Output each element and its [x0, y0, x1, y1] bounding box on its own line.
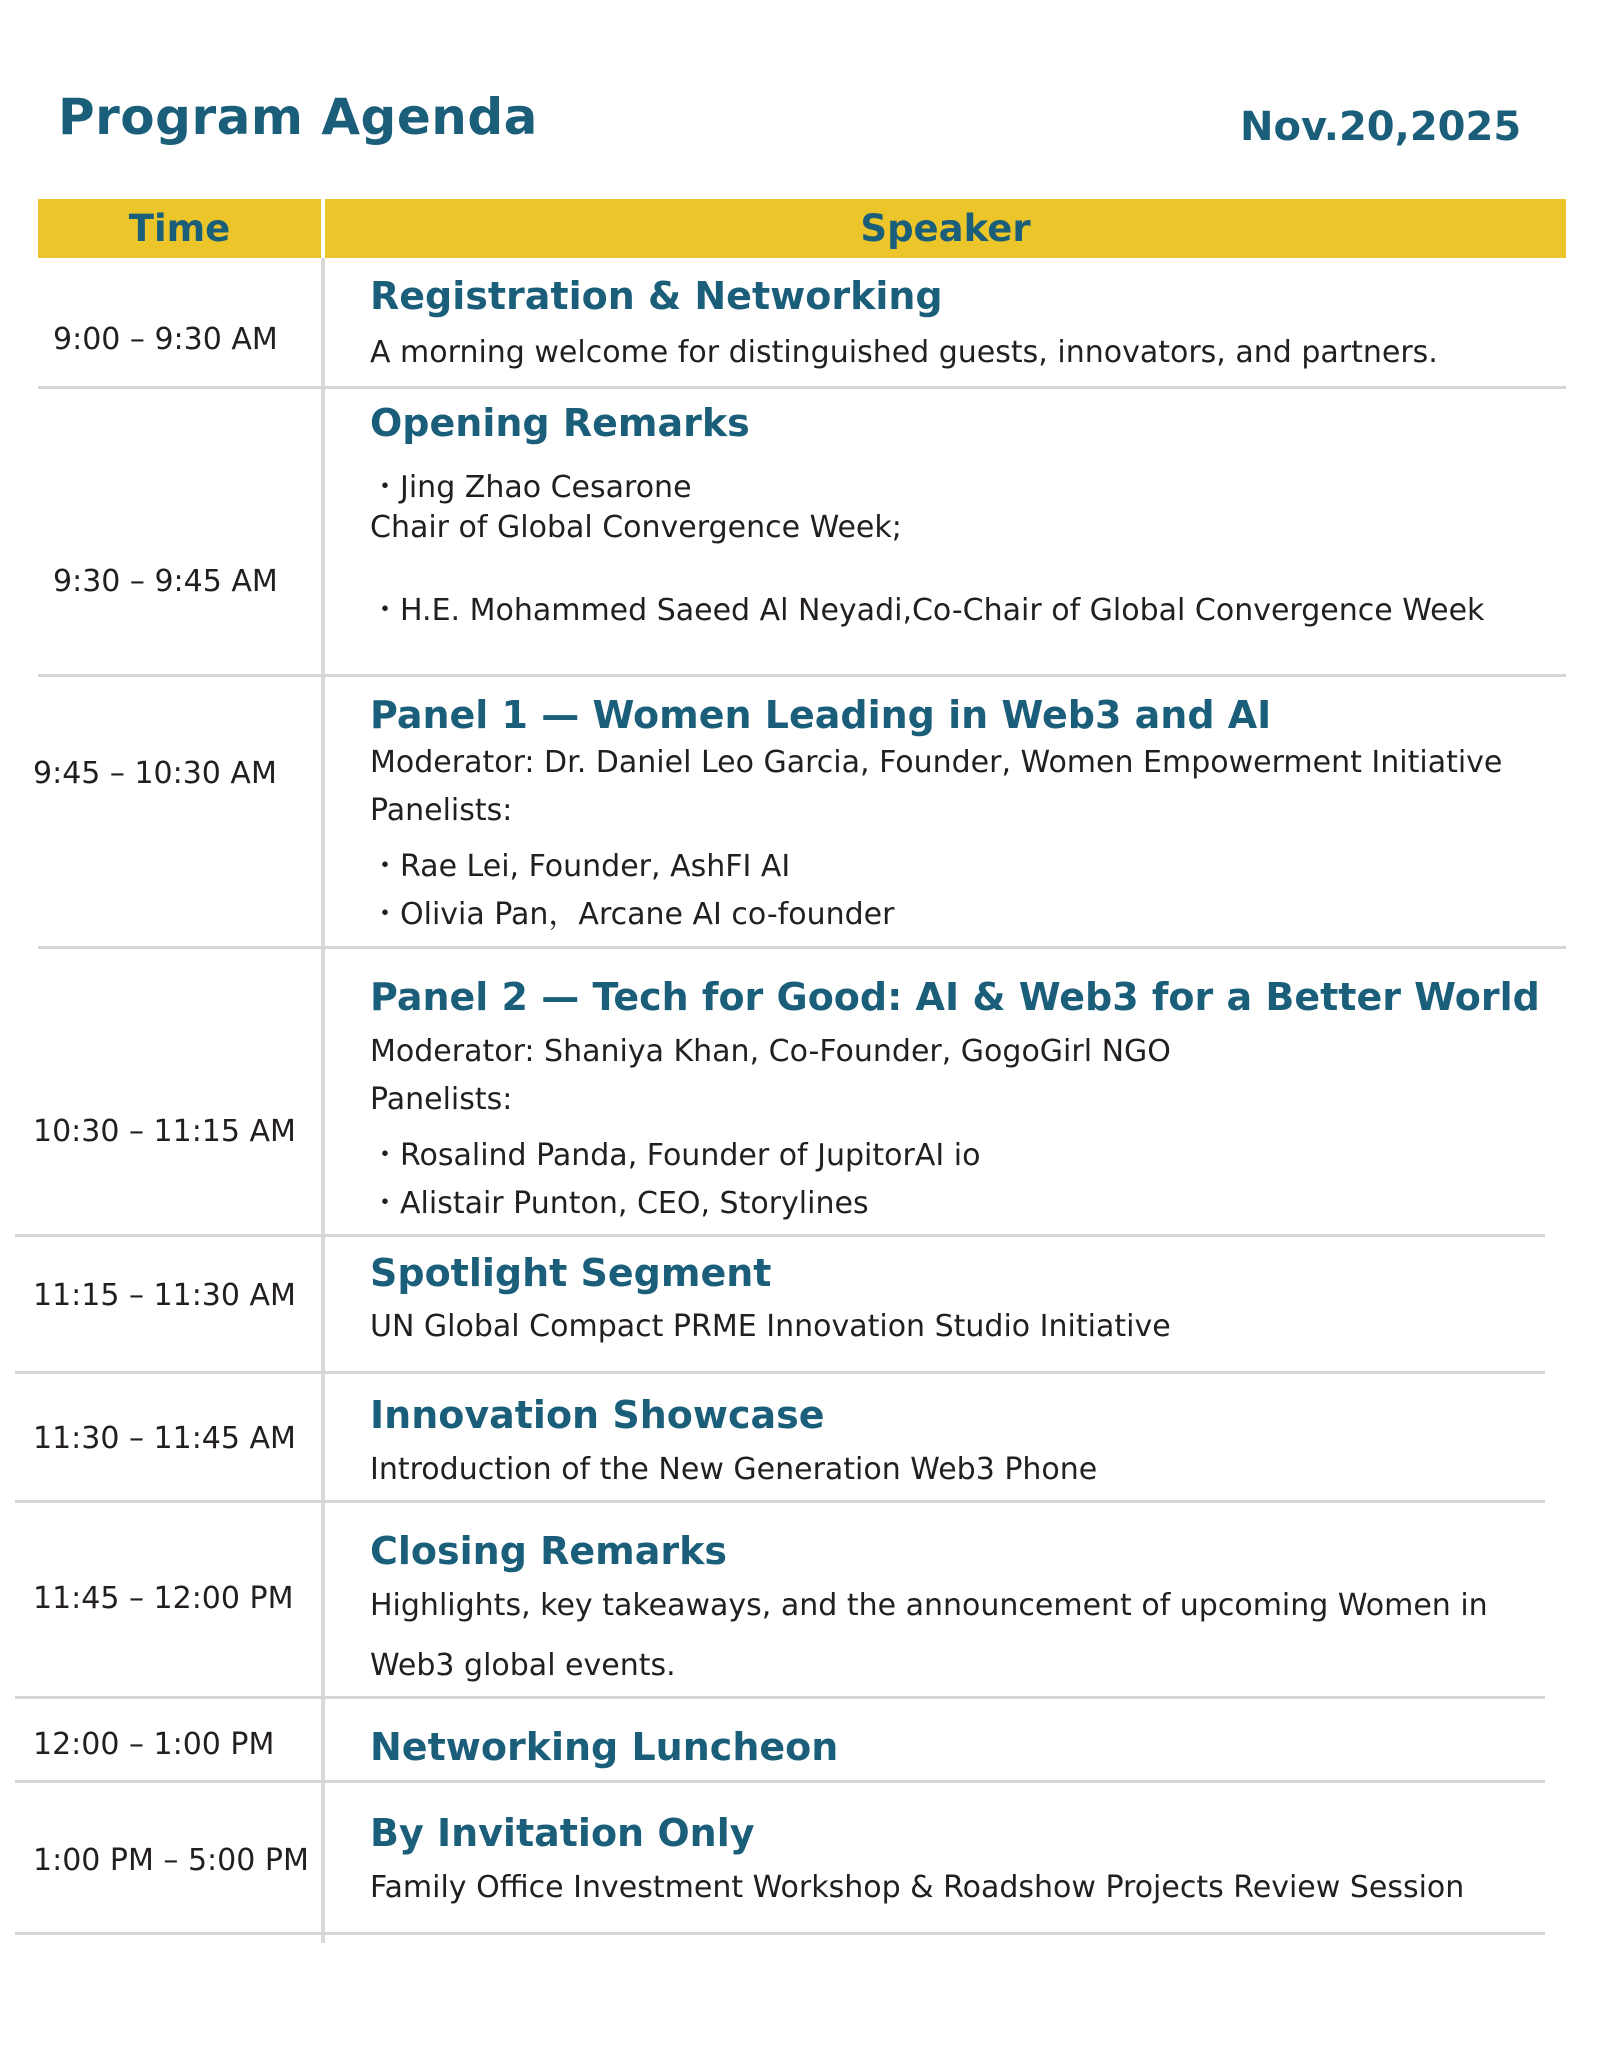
session-title: Panel 2 — Tech for Good: AI & Web3 for a Better World	[370, 975, 1540, 1019]
speaker-line: Moderator: Dr. Daniel Leo Garcia, Founder, Women Empowerment Initiative	[370, 745, 1503, 780]
speaker-line: Panelists:	[370, 793, 513, 828]
speaker-line: ・Olivia Pan，Arcane AI co-founder	[370, 897, 895, 932]
session-description: Web3 global events.	[370, 1648, 676, 1683]
session-title: Opening Remarks	[370, 401, 750, 445]
agenda-date: Nov.20,2025	[1240, 104, 1522, 150]
session-description: A morning welcome for distinguished guests, innovators, and partners.	[370, 335, 1438, 370]
speaker-line: ・H.E. Mohammed Saeed Al Neyadi,Co-Chair of Global Convergence Week	[370, 593, 1485, 628]
row-divider	[15, 1696, 1545, 1699]
column-header-time: Time	[38, 199, 321, 258]
session-description: Introduction of the New Generation Web3 Phone	[370, 1452, 1098, 1487]
speaker-line: ・Rosalind Panda, Founder of JupitorAI io	[370, 1138, 981, 1173]
session-title: By Invitation Only	[370, 1811, 755, 1855]
speaker-line: Chair of Global Convergence Week;	[370, 510, 902, 545]
session-description: UN Global Compact PRME Innovation Studio Initiative	[370, 1309, 1171, 1344]
row-divider	[38, 386, 1566, 389]
session-time: 9:30 – 9:45 AM	[53, 564, 278, 599]
session-description: Highlights, key takeaways, and the announcement of upcoming Women in	[370, 1588, 1488, 1623]
session-time: 10:30 – 11:15 AM	[33, 1114, 296, 1149]
session-time: 12:00 – 1:00 PM	[33, 1727, 275, 1762]
speaker-line: ・Jing Zhao Cesarone	[370, 470, 692, 505]
session-description: Family Office Investment Workshop & Roadshow Projects Review Session	[370, 1870, 1465, 1905]
session-time: 11:45 – 12:00 PM	[33, 1581, 294, 1616]
session-time: 11:30 – 11:45 AM	[33, 1421, 296, 1456]
row-divider	[15, 1500, 1545, 1503]
row-divider	[15, 1932, 1545, 1935]
session-title: Registration & Networking	[370, 274, 943, 318]
page-title: Program Agenda	[58, 88, 538, 146]
session-time: 11:15 – 11:30 AM	[33, 1278, 296, 1313]
session-title: Closing Remarks	[370, 1529, 728, 1573]
session-title: Panel 1 — Women Leading in Web3 and AI	[370, 693, 1272, 737]
session-title: Innovation Showcase	[370, 1393, 825, 1437]
speaker-line: Panelists:	[370, 1082, 513, 1117]
row-divider	[15, 1371, 1545, 1374]
row-divider	[38, 946, 1566, 949]
speaker-line: ・Alistair Punton, CEO, Storylines	[370, 1186, 869, 1221]
column-header-speaker: Speaker	[325, 199, 1566, 258]
session-time: 1:00 PM – 5:00 PM	[33, 1843, 309, 1878]
row-divider	[38, 674, 1566, 677]
session-title: Networking Luncheon	[370, 1725, 839, 1769]
speaker-line: ・Rae Lei, Founder, AshFI AI	[370, 849, 791, 884]
column-divider	[321, 258, 325, 1943]
row-divider	[15, 1234, 1545, 1237]
session-time: 9:00 – 9:30 AM	[53, 322, 278, 357]
row-divider	[15, 1780, 1545, 1783]
session-time: 9:45 – 10:30 AM	[33, 756, 277, 791]
session-title: Spotlight Segment	[370, 1251, 772, 1295]
speaker-line: Moderator: Shaniya Khan, Co-Founder, GogoGirl NGO	[370, 1034, 1171, 1069]
